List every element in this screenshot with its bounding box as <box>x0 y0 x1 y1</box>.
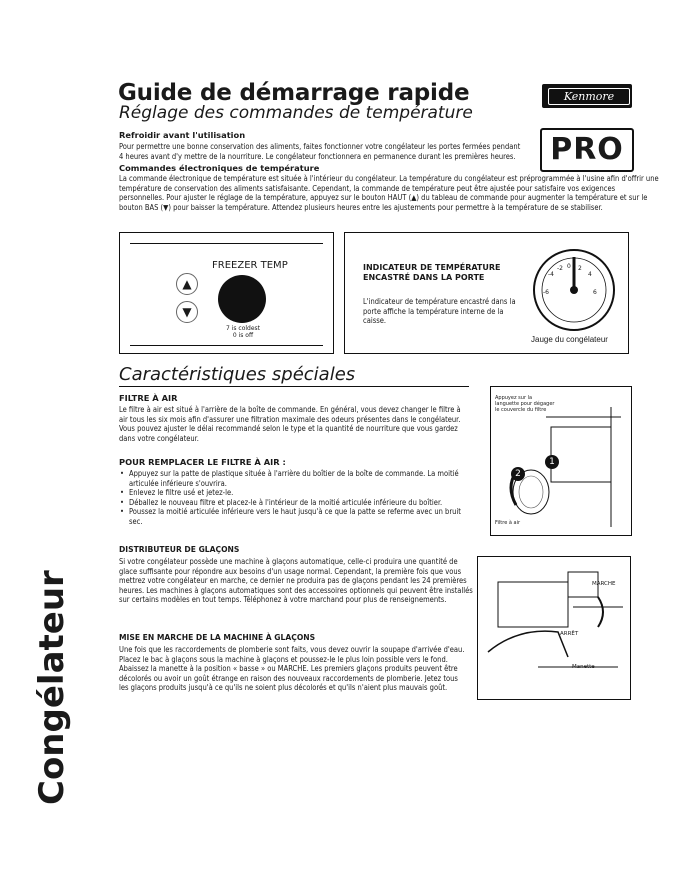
indicator-text: L'indicateur de température encastré dans la porte affiche la température interne de la caisse. <box>363 297 516 326</box>
refroidir-text: Pour permettre une bonne conservation des aliments, faites fonctionner votre congélateur les portes fermées pendant 4 heures avant d'y mettre de la nourriture. Le congélateur fonctionnera en permanence durant les premières heures. <box>119 142 521 161</box>
air-filter-illustration-icon <box>491 387 631 535</box>
icemaker-figure <box>477 556 631 700</box>
filtre-heading: FILTRE À AIR <box>119 393 178 403</box>
note-off: 0 is off <box>232 332 254 339</box>
miseenmarche-heading: MISE EN MARCHE DE LA MACHINE À GLAÇONS <box>119 633 316 642</box>
list-item: • Enlevez le filtre usé et jetez-le. <box>129 488 469 498</box>
commandes-text: La commande électronique de température est située à l'intérieur du congélateur. La température du congélateur est préprogrammée à l'usine afin d'offrir une température de conservation des aliments satisfaisante. Cependant, la commande de température peut être ajustée pour satisfaire vos exigences personnelles. Pour ajuster le réglage de la température, appuyez sur le bouton HAUT (▲) du tableau de commande pour augmenter la température et sur le bouton BAS (▼) pour baisser la température. Attendez plusieurs heures entre les ajustements pour permettre à la température de se stabiliser. <box>119 174 659 212</box>
freezer-temp-label: FREEZER TEMP <box>212 260 288 271</box>
filter-fig-label-filter: Filtre à air <box>495 520 521 526</box>
brand-logo <box>542 84 632 108</box>
indicator-heading <box>363 263 501 283</box>
gauge-tick-neg6: -6 <box>543 289 549 296</box>
commandes-heading: Commandes électroniques de température <box>119 163 320 173</box>
section-heading-caracteristiques: Caractéristiques spéciales <box>119 364 356 385</box>
note-coldest: 7 is coldest <box>225 325 261 332</box>
list-item: • Déballez le nouveau filtre et placez-le à l'intérieur de la moitié articulée inférieure du boîtier. <box>129 498 469 508</box>
filtre-text: Le filtre à air est situé à l'arrière de la boîte de commande. En général, vous devez changer le filtre à air tous les six mois afin d'assurer une filtration maximale des odeurs présentes dans le congélateur. Vous pouvez ajuster le délai recommandé selon le type et la quantité de nourriture que vous gardez dans votre congélateur. <box>119 405 461 443</box>
gauge-tick-neg4: -4 <box>548 271 554 278</box>
down-arrow-icon[interactable]: ▼ <box>176 301 198 323</box>
gauge-tick-neg2: -2 <box>557 265 563 272</box>
remplacer-list <box>119 469 469 527</box>
page-subtitle: Réglage des commandes de température <box>119 103 473 123</box>
control-panel-figure <box>119 232 334 354</box>
filter-fig-label-tab: Appuyez sur la languette pour dégager le couvercle du filtre <box>495 395 555 413</box>
gauge-tick-4: 4 <box>588 271 592 278</box>
indicator-heading-1: INDICATEUR DE TEMPÉRATURE <box>363 263 501 272</box>
section-rule <box>119 386 469 387</box>
refroidir-heading: Refroidir avant l'utilisation <box>119 130 246 140</box>
list-item: • Poussez la moitié articulée inférieure vers le haut jusqu'à ce que la patte se referme avec un bruit sec. <box>129 507 469 526</box>
indicator-heading-2: ENCASTRÉ DANS LA PORTE <box>363 273 485 282</box>
label-manette: Manette <box>572 664 595 670</box>
distributeur-heading: DISTRIBUTEUR DE GLAÇONS <box>119 545 240 554</box>
filter-figure <box>490 386 632 536</box>
list-item: • Appuyez sur la patte de plastique située à l'arrière du boîtier de la boîte de commande. La moitié articulée inférieure s'ouvrira. <box>129 469 469 488</box>
pro-badge: PRO <box>540 128 634 172</box>
page-title: Guide de démarrage rapide <box>118 80 470 106</box>
panel-top-line <box>130 243 323 244</box>
miseenmarche-text: Une fois que les raccordements de plomberie sont faits, vous devez ouvrir la soupape d'arrivée d'eau. Placez le bac à glaçons sous la machine à glaçons et poussez-le le plus loin possible vers le fond. Abaissez la manette à la position « basse » ou MARCHE. Les premiers glaçons produits peuvent être décolorés ou avoir un goût étrange en raison des nouveaux raccordements de plomberie. Jetez tous les glaçons produits jusqu'à ce qu'ils ne soient plus décolorés et qu'ils n'aient plus mauvais goût. <box>119 645 465 693</box>
gauge-caption: Jauge du congélateur <box>531 335 608 344</box>
step-1-badge: 1 <box>545 455 559 469</box>
side-label-container <box>30 570 72 805</box>
gauge-tick-6: 6 <box>593 289 597 296</box>
up-arrow-icon[interactable]: ▲ <box>176 273 198 295</box>
step-2-badge: 2 <box>511 467 525 481</box>
icemaker-illustration-icon <box>478 557 630 699</box>
side-label: Congélateur <box>32 570 72 805</box>
gauge-tick-2: 2 <box>578 265 582 272</box>
label-arret: ARRÊT <box>560 631 579 637</box>
temperature-display <box>218 275 266 323</box>
remplacer-heading: POUR REMPLACER LE FILTRE À AIR : <box>119 457 286 467</box>
panel-bottom-line <box>130 345 323 346</box>
panel-notes <box>220 325 266 339</box>
brand-name: Kenmore <box>548 88 630 105</box>
label-marche: MARCHE <box>592 581 616 587</box>
gauge-tick-0: 0 <box>567 263 571 270</box>
distributeur-text: Si votre congélateur possède une machine à glaçons automatique, celle-ci produira une quantité de glace suffisante pour répondre aux besoins d'un usage normal. Cependant, la première fois que vous mettrez votre congélateur en marche, ce dernier ne produira pas de glaçons pendant les 24 premières heures. Les machines à glaçons automatiques sont des accessoires optionnels qui peuvent être installés sur certains modèles en tout temps. Téléphonez à votre marchand pour plus de renseignements. <box>119 557 473 605</box>
indicator-figure <box>344 232 629 354</box>
